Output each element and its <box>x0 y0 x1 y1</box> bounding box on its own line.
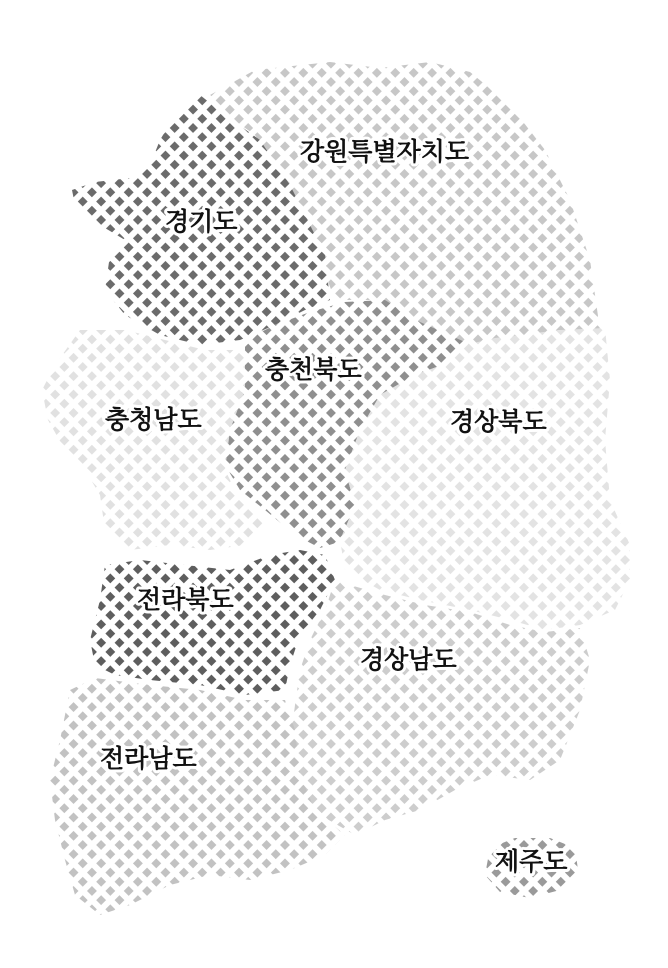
label-jeonbuk: 전라북도 <box>137 585 234 614</box>
label-jeju: 제주도 <box>495 847 568 876</box>
label-jeonnam: 전라남도 <box>100 744 197 773</box>
label-gyeongbuk: 경상북도 <box>450 407 547 436</box>
label-chungbuk: 충천북도 <box>265 355 362 384</box>
region-jeonbuk <box>90 550 335 695</box>
label-chungnam: 충청남도 <box>105 405 202 434</box>
label-gyeonggi: 경기도 <box>165 207 238 236</box>
label-gangwon: 강원특별자치도 <box>300 137 470 166</box>
label-gyeongnam: 경상남도 <box>360 645 457 674</box>
